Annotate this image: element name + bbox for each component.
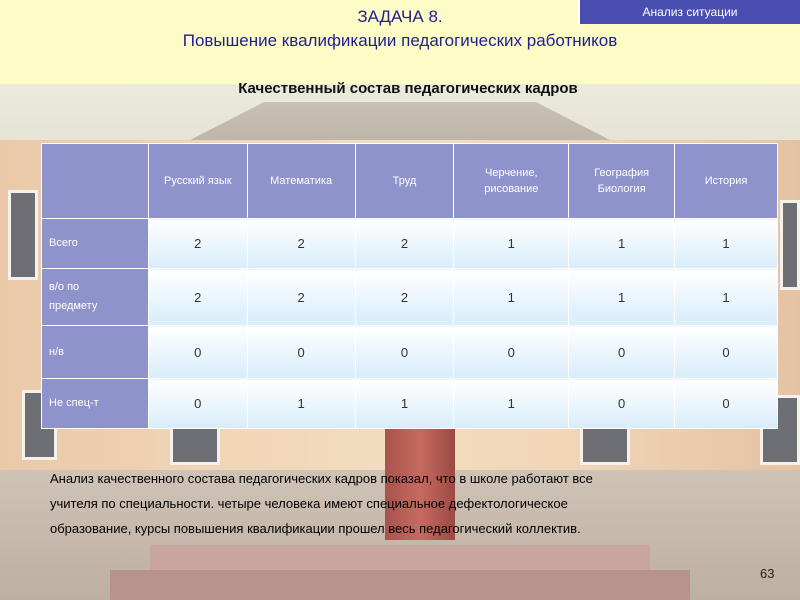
- table-cell: 0: [148, 379, 247, 429]
- conclusion-line: Анализ качественного состава педагогических кадров показал, что в школе работают все: [50, 471, 593, 486]
- building-window: [580, 425, 630, 465]
- column-header-label: рисование: [484, 183, 539, 195]
- row-label-text: предмету: [49, 300, 98, 312]
- table-cell: 2: [247, 219, 355, 269]
- table-row: [42, 269, 778, 326]
- task-number: ЗАДАЧА 8.: [357, 7, 443, 26]
- table-cell: 0: [247, 326, 355, 379]
- table-cell: 2: [355, 219, 454, 269]
- table-cell: 1: [454, 219, 569, 269]
- row-label-text: н/в: [49, 345, 64, 358]
- table-cell: 0: [675, 379, 778, 429]
- table-cell: 0: [355, 326, 454, 379]
- conclusion-line: образование, курсы повышения квалификации прошел весь педагогический коллектив.: [50, 521, 581, 536]
- column-header-labor: [355, 144, 454, 219]
- table-cell: 1: [675, 219, 778, 269]
- building-window: [780, 200, 800, 290]
- slide-subtitle: Качественный состав педагогических кадров: [238, 80, 578, 97]
- column-header-label: История: [704, 175, 748, 187]
- stairs: [110, 570, 690, 600]
- table-row: [42, 219, 778, 269]
- row-label-incomplete-higher: [42, 326, 149, 379]
- column-header-history: [675, 144, 778, 219]
- table-corner-cell: [42, 144, 149, 219]
- table-cell: 2: [355, 269, 454, 326]
- table-cell: 0: [148, 326, 247, 379]
- column-header-label: Математика: [270, 175, 333, 187]
- situation-analysis-tag: Анализ ситуации: [578, 0, 800, 24]
- row-label-text: Не спец-т: [49, 397, 99, 409]
- column-header-label: Биология: [597, 183, 646, 195]
- task-title: Повышение квалификации педагогических работников: [182, 31, 618, 50]
- staff-composition-table: [41, 143, 778, 429]
- table-header-row: [42, 144, 778, 219]
- building-window: [170, 425, 220, 465]
- table-cell: 0: [569, 326, 675, 379]
- row-label-total: [42, 219, 149, 269]
- table-cell: 1: [454, 269, 569, 326]
- table-cell: 1: [675, 269, 778, 326]
- column-header-math: [247, 144, 355, 219]
- conclusion-line: учителя по специальности. четыре человека имеют специальное дефектологическое: [50, 496, 568, 511]
- table-cell: 0: [569, 379, 675, 429]
- table-row: [42, 379, 778, 429]
- analysis-conclusion: [50, 466, 770, 541]
- table-cell: 1: [355, 379, 454, 429]
- table-cell: 0: [675, 326, 778, 379]
- row-label-text: в/о по: [49, 281, 80, 293]
- table-cell: 1: [569, 269, 675, 326]
- table-cell: 2: [148, 269, 247, 326]
- building-window: [8, 190, 38, 280]
- table-cell: 1: [454, 379, 569, 429]
- row-label-non-specialist: [42, 379, 149, 429]
- table-row: [42, 326, 778, 379]
- column-header-label: География: [594, 167, 650, 179]
- column-header-russian: [148, 144, 247, 219]
- table-cell: 0: [454, 326, 569, 379]
- row-label-higher-ed-subject: [42, 269, 149, 326]
- table-cell: 1: [247, 379, 355, 429]
- column-header-label: Черчение,: [485, 167, 538, 179]
- table-cell: 2: [148, 219, 247, 269]
- table-cell: 2: [247, 269, 355, 326]
- column-header-drawing: [454, 144, 569, 219]
- column-header-label: Русский язык: [163, 175, 232, 187]
- column-header-label: Труд: [392, 175, 417, 187]
- column-header-geography-biology: [569, 144, 675, 219]
- page-number: 63: [760, 566, 775, 581]
- table-cell: 1: [569, 219, 675, 269]
- row-label-text: Всего: [49, 237, 78, 249]
